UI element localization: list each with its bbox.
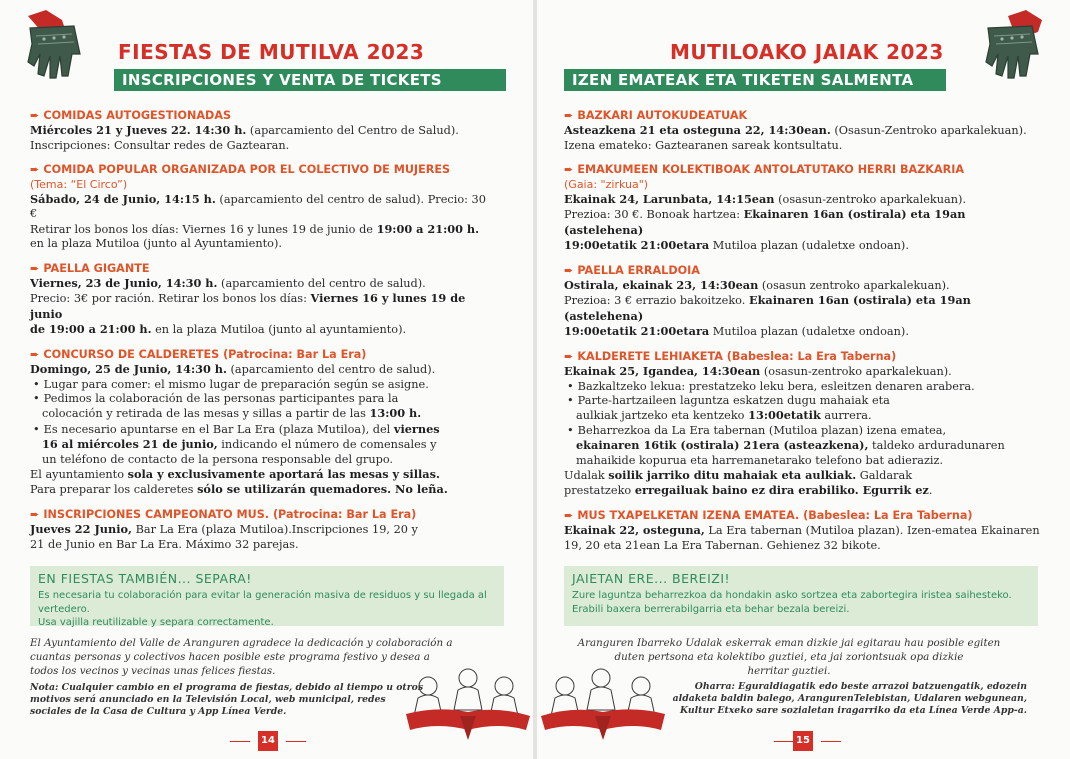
- section-heading: ➨ KALDERETE LEHIAKETA (Babeslea: La Era Taberna): [564, 349, 897, 363]
- arrow-icon: ➨: [30, 261, 40, 275]
- box-title: EN FIESTAS TAMBIÉN... SEPARA!: [38, 571, 252, 586]
- arrow-icon: ➨: [30, 347, 40, 361]
- list-item: • Lugar para comer: el mismo lugar de preparación según se asigne.: [30, 378, 495, 392]
- page-divider: [821, 741, 841, 742]
- list-item: • Es necesario apuntarse en el Bar La Era (plaza Mutiloa), del viernes 16 al miércoles 21 de junio, indicando el número de comensales y un teléfono de contacto de la persona responsable del grupo.: [30, 422, 495, 467]
- section-subtitle: (Gaia: "zirkua"): [564, 177, 649, 191]
- event-details: 19, 20 eta 21ean La Era Tabernan. Gehienez 32 bikote.: [564, 538, 881, 552]
- right-page: [537, 0, 1070, 759]
- arrow-icon: ➨: [564, 163, 574, 177]
- section-heading: ➨ BAZKARI AUTOKUDEATUAK: [564, 109, 748, 122]
- box-title: JAIETAN ERE... BEREIZI!: [572, 571, 731, 586]
- thanks-text: El Ayuntamiento del Valle de Aranguren agradece la dedicación y colaboración a cuantas personas y colectivos hacen posible este programa festivo y desea a todos los vecinos y vecinas unas felices fiestas.: [30, 637, 453, 677]
- event-details: Inscripciones: Consultar redes de Gaztearan.: [30, 138, 290, 152]
- event-details: Domingo, 25 de Junio, 14:30 h. (aparcamiento del centro de salud).: [30, 362, 436, 377]
- section-banner: IZEN EMATEAK ETA TIKETEN SALMENTA: [564, 69, 946, 91]
- section-heading: ➨ EMAKUMEEN KOLEKTIBOAK ANTOLATUTAKO HERRI BAZKARIA: [564, 163, 965, 177]
- event-details: El ayuntamiento sola y exclusivamente aportará las mesas y sillas.: [30, 466, 440, 481]
- note-text: Oharra: Eguraldiagatik edo beste arrazoi batzuengatik, edozein aldaketa baldin balego, ArangurenTelebistan, Udalaren webgunean, Kultur Etxeko sare sozialetan iragarriko da eta Línea Verde App-a.: [672, 681, 1027, 717]
- box-text: Zure laguntza beharrezkoa da hondakin asko sortzea eta zabortegira iristea saihesteko.: [572, 590, 1012, 601]
- arrow-icon: ➨: [564, 349, 574, 363]
- list-item: • Beharrezkoa da La Era tabernan (Mutiloa plazan) izena ematea, ekainaren 16tik (ostirala) 21era (asteazkena), taldeko arduradunaren mahaikide kopurua eta harremanetarako telefono bat adieraziz.: [564, 424, 1044, 468]
- event-details: Izena emateko: Gaztearanen sareak kontsultatu.: [564, 138, 843, 152]
- glove-icon: [22, 6, 102, 84]
- page-title: FIESTAS DE MUTILVA 2023: [118, 40, 425, 64]
- page-divider: [230, 741, 250, 742]
- bullet-list: [564, 380, 1044, 468]
- box-text: Erabili baxera berrerabilgarria eta behar bezala bereizi.: [572, 603, 850, 615]
- event-details: 19:00etatik 21:00etara Mutiloa plazan (udaletxe ondoan).: [564, 324, 909, 339]
- event-details: Retirar los bonos los días: Viernes 16 y lunes 19 de junio de 19:00 a 21:00 h.: [30, 221, 480, 236]
- event-details: 19:00etatik 21:00etara Mutiloa plazan (udaletxe ondoan).: [564, 238, 909, 253]
- section-heading: ➨ PAELLA GIGANTE: [30, 261, 150, 275]
- arrow-icon: ➨: [30, 507, 40, 521]
- event-details: Viernes, 23 de Junio, 14:30 h. (aparcamiento del centro de salud).: [30, 276, 426, 291]
- section-subtitle: (Tema: “El Circo”): [30, 177, 128, 191]
- arrow-icon: ➨: [30, 109, 40, 122]
- arrow-icon: ➨: [30, 163, 40, 177]
- arrow-icon: ➨: [564, 263, 574, 277]
- events-list: [564, 104, 1044, 553]
- event-details: Ekainak 22, osteguna, La Era tabernan (Mutiloa plazan). Izen-ematea Ekainaren: [564, 523, 1040, 538]
- event-details: Sábado, 24 de Junio, 14:15 h. (aparcamiento del centro de salud). Precio: 30 €: [30, 192, 486, 221]
- recycling-box: [564, 566, 1038, 626]
- event-details: 21 de Junio en Bar La Era. Máximo 32 parejas.: [30, 537, 299, 551]
- event-details: Precio: 3€ por ración. Retirar los bonos los días: Viernes 16 y lunes 19 de junio: [30, 291, 466, 321]
- section-heading: ➨ COMIDAS AUTOGESTIONADAS: [30, 109, 232, 122]
- bullet-list: [30, 378, 495, 467]
- recycling-box: [30, 566, 504, 626]
- list-item: • Bazkaltzeko lekua: prestatzeko leku bera, esleitzen denaren arabera.: [564, 380, 1044, 394]
- event-details: Asteazkena 21 eta osteguna 22, 14:30ean. (Osasun-Zentroko aparkalekuan).: [564, 123, 1027, 138]
- event-details: de 19:00 a 21:00 h. en la plaza Mutiloa (junto al ayuntamiento).: [30, 322, 407, 337]
- section-heading: ➨ COMIDA POPULAR ORGANIZADA POR EL COLECTIVO DE MUJERES: [30, 163, 451, 177]
- page-title: MUTILOAKO JAIAK 2023: [670, 40, 944, 64]
- event-details: Prezioa: 30 €. Bonoak hartzea: Ekainaren 16an (ostirala) eta 19an (astelehena): [564, 207, 966, 237]
- section-heading: ➨ INSCRIPCIONES CAMPEONATO MUS. (Patrocina: Bar La Era): [30, 507, 417, 521]
- section-banner: INSCRIPCIONES Y VENTA DE TICKETS: [114, 69, 506, 91]
- list-item: • Parte-hartzaileen laguntza eskatzen dugu mahaiak eta aulkiak jartzeko eta kentzeko 13:00etatik aurrera.: [564, 394, 1044, 424]
- event-details: Udalak soilik jarriko ditu mahaiak eta aulkiak. Galdarak: [564, 467, 913, 482]
- event-details: prestatzeko erregailuak baino ez dira erabiliko. Egurrik ez.: [564, 483, 933, 498]
- event-details: Ekainak 24, Larunbata, 14:15ean (osasun-zentroko aparkalekuan).: [564, 192, 967, 207]
- note-text: Nota: Cualquier cambio en el programa de fiestas, debido al tiempo u otros motivos será anunciado en la Televisión Local, web municipal, redes sociales de la Casa de Cultura y App Línea Verde.: [30, 682, 424, 718]
- left-page: [0, 0, 533, 759]
- event-details: Para preparar los calderetes sólo se utilizarán quemadores. No leña.: [30, 482, 448, 497]
- box-text: Es necesaria tu colaboración para evitar la generación masiva de residuos y su llegada al vertedero.: [38, 590, 487, 615]
- events-list: [30, 104, 495, 552]
- arrow-icon: ➨: [564, 109, 574, 122]
- event-details: Ekainak 25, Igandea, 14:30ean (osasun-zentroko aparkalekuan).: [564, 364, 952, 379]
- section-heading: ➨ PAELLA ERRALDOIA: [564, 263, 700, 277]
- page-divider: [286, 741, 306, 742]
- glove-icon: [968, 6, 1048, 84]
- event-details: Jueves 22 Junio, Bar La Era (plaza Mutiloa).Inscripciones 19, 20 y: [30, 522, 418, 537]
- event-details: Prezioa: 3 € errazio bakoitzeko. Ekainaren 16an (ostirala) eta 19an (astelehena): [564, 293, 971, 323]
- event-details: en la plaza Mutiloa (junto al Ayuntamiento).: [30, 237, 282, 251]
- section-heading: ➨ MUS TXAPELKETAN IZENA EMATEA. (Babeslea: La Era Taberna): [564, 508, 973, 522]
- section-heading: ➨ CONCURSO DE CALDERETES (Patrocina: Bar La Era): [30, 347, 367, 361]
- event-details: Ostirala, ekainak 23, 14:30ean (osasun zentroko aparkalekuan).: [564, 278, 950, 293]
- arrow-icon: ➨: [564, 508, 574, 522]
- list-item: • Pedimos la colaboración de las personas participantes para la colocación y retirada de las mesas y sillas a partir de las 13:00 h.: [30, 392, 495, 422]
- page-number: 14: [258, 731, 278, 751]
- thanks-text: Aranguren Ibarreko Udalak eskerrak eman dizkie jai egitarau hau posible egiten duten pertsona eta kolektibo guztiei, eta jai zoriontsuak opa dizkie herritar guztiei.: [577, 637, 1001, 677]
- page-divider: [774, 741, 794, 742]
- page-number: 15: [793, 731, 813, 751]
- box-text: Usa vajilla reutilizable y separa correctamente.: [38, 617, 274, 628]
- event-details: Miércoles 21 y Jueves 22. 14:30 h. (aparcamiento del Centro de Salud).: [30, 123, 459, 138]
- festival-illustration: [398, 664, 533, 744]
